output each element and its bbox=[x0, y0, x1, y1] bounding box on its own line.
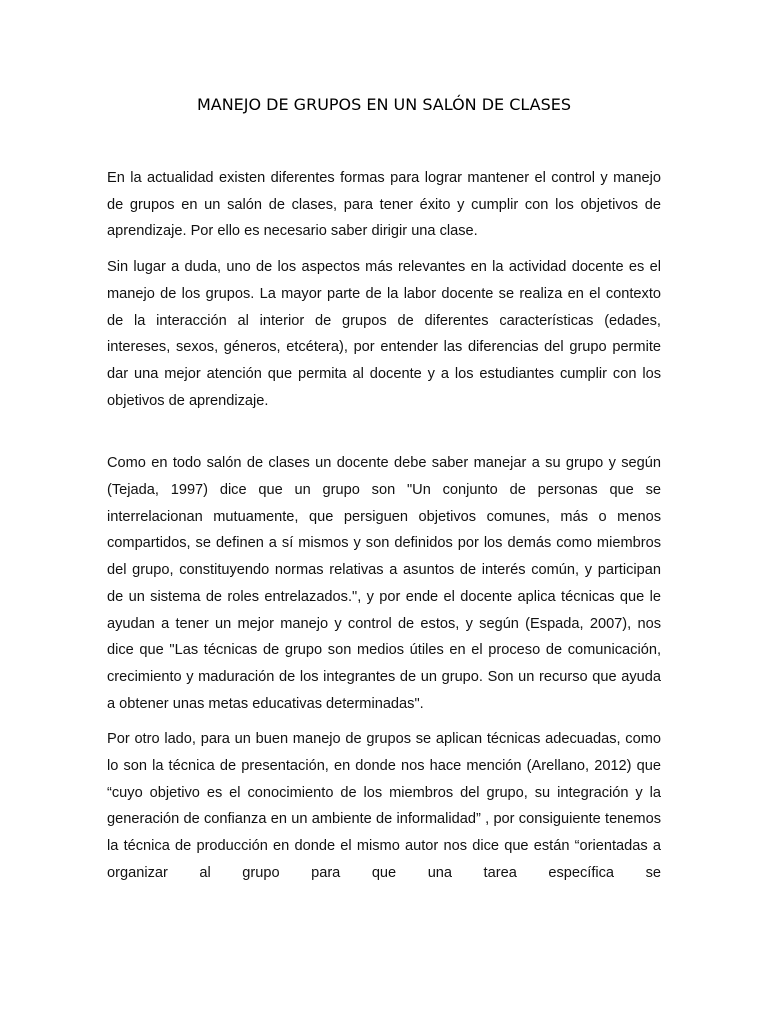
paragraph-spacer bbox=[107, 245, 661, 254]
document-body bbox=[107, 165, 661, 887]
paragraph-1: En la actualidad existen diferentes formas para lograr mantener el control y manejo de grupos en un salón de clases, para tener éxito y cumplir con los objetivos de aprendizaje. Por ello es necesario saber dirigir una clase. bbox=[107, 170, 661, 240]
document-title: MANEJO DE GRUPOS EN UN SALÓN DE CLASES bbox=[196, 95, 572, 114]
paragraph-spacer bbox=[107, 717, 661, 726]
paragraph-3: Como en todo salón de clases un docente debe saber manejar a su grupo y según (Tejada, 1997) dice que un grupo son "Un conjunto de personas que se interrelacionan mutuamente, que persiguen objetivos comunes, más o menos compartidos, se definen a sí mismos y son definidos por los demás como miembros del grupo, constituyendo normas relativas a asuntos de interés común, y participan de un sistema de roles entrelazados.", y por ende el docente aplica técnicas que le ayudan a tener un mejor manejo y control de estos, y según (Espada, 2007), nos dice que "Las técnicas de grupo son medios útiles en el proceso de comunicación, crecimiento y maduración de los integrantes de un grupo. Son un recurso que ayuda a obtener unas metas educativas determinadas". bbox=[107, 455, 661, 712]
paragraph-4: Por otro lado, para un buen manejo de grupos se aplican técnicas adecuadas, como lo son la técnica de presentación, en donde nos hace mención (Arellano, 2012) que “cuyo objetivo es el conocimiento de los miembros del grupo, su integración y la generación de confianza en un ambiente de informalidad” , por consiguiente tenemos la técnica de producción en donde el mismo autor nos dice que están “orientadas a organizar al grupo para que una tarea específica se bbox=[107, 731, 661, 881]
paragraph-2: Sin lugar a duda, uno de los aspectos más relevantes en la actividad docente es el manejo de los grupos. La mayor parte de la labor docente se realiza en el contexto de la interacción al interior de grupos de diferentes características (edades, intereses, sexos, géneros, etcétera), por entender las diferencias del grupo permite dar una mejor atención que permita al docente y a los estudiantes cumplir con los objetivos de aprendizaje. bbox=[107, 259, 661, 409]
paragraph-spacer bbox=[107, 414, 661, 450]
